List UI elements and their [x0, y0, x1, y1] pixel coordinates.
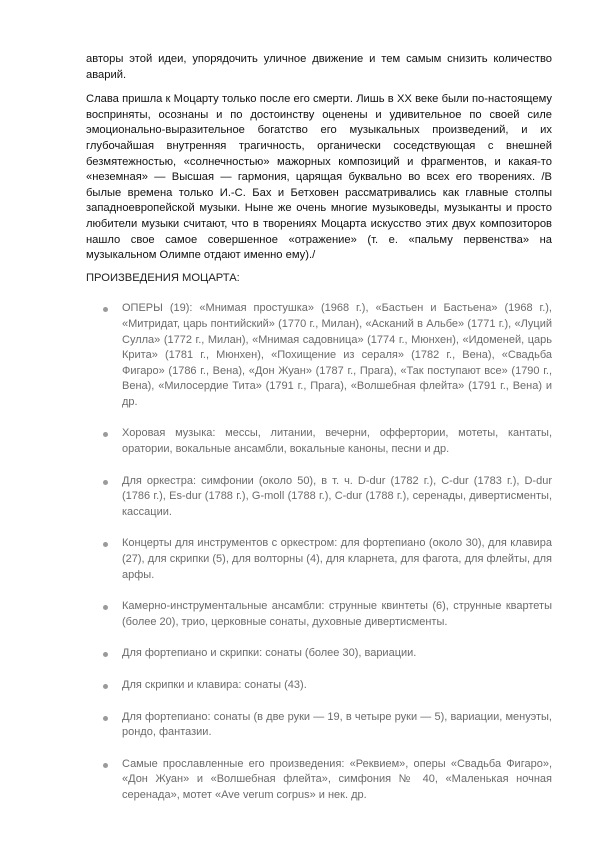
bullet-icon: [103, 307, 108, 312]
bullet-icon: [103, 684, 108, 689]
list-item-piano-violin: [86, 646, 552, 662]
works-list: [86, 301, 552, 803]
bullet-icon: [103, 716, 108, 721]
list-item-violin-clavier: [86, 678, 552, 694]
list-item-chamber: [86, 599, 552, 630]
document-page: [86, 52, 552, 820]
works-heading: ПРОИЗВЕДЕНИЯ МОЦАРТА:: [86, 271, 240, 284]
list-item-orchestra: [86, 474, 552, 521]
list-item-text: Камерно-инструментальные ансамбли: струнные квинтеты (6), струнные квартеты (более 20), трио, церковные сонаты, духовные дивертисменты.: [122, 600, 552, 628]
list-item-text: Хоровая музыка: мессы, литании, вечерни, оффертории, мотеты, кантаты, оратории, вокальные ансамбли, вокальные каноны, песни и др.: [122, 427, 552, 456]
list-item-text: Для фортепиано и скрипки: сонаты (более 30), вариации.: [122, 647, 417, 660]
bullet-icon: [103, 605, 108, 610]
bullet-icon: [103, 480, 108, 485]
list-item-choral: [86, 426, 552, 457]
bullet-icon: [103, 763, 108, 768]
paragraph-intro: авторы этой идеи, упорядочить уличное движение и тем самым снизить количество аварий.: [86, 53, 552, 81]
bullet-icon: [103, 542, 108, 547]
list-item-operas: [86, 301, 552, 410]
list-item-text: ОПЕРЫ (19): «Мнимая простушка» (1968 г.), «Бастьен и Бастьена» (1968 г.), «Митридат, царь понтийский» (1770 г., Милан), «Асканий в Альбе» (1771 г.), «Луций Сулла» (1772 г., Милан), «Мнимая садовница» (1774 г., Мюнхен), «Идоменей, царь Крита» (1781 г., Мюнхен), «Похищение из сераля» (1782 г., Вена), «Свадьба Фигаро» (1786 г., Вена), «Дон Жуан» (1787 г., Прага), «Так поступают все» (1790 г., Вена), «Милосердие Тита» (1791 г., Прага), «Волшебная флейта» (1791 г., Вена) и др.: [122, 302, 552, 408]
paragraph-fame: Слава пришла к Моцарту только после его смерти. Лишь в XX веке были по-настоящему восприняты, осознаны и по достоинству оценены и удивительное по своей силе эмоционально-выразительное богатство его музыкальных произведений, и их глубочайшая внутренняя трагичность, органически соседствующая с внешней безмятежностью, «солнечностью» мажорных композиций и фрагментов, и какая-то «неземная» — Высшая — гармония, царящая буквально во всех его творениях. /В былые времена только И.-С. Бах и Бетховен рассматривались как главные столпы западноевропейской музыки. Ныне же очень многие музыковеды, музыканты и просто любители музыки считают, что в творениях Моцарта искусство этих двух композиторов нашло свое самое совершенное «отражение» (т. е. «пальму первенства» на музыкальном Олимпе отдают именно ему)./: [86, 93, 552, 262]
bullet-icon: [103, 652, 108, 657]
list-item-text: Для фортепиано: сонаты (в две руки — 19, в четыре руки — 5), вариации, менуэты, рондо, фантазии.: [122, 710, 552, 739]
list-item-text: Для скрипки и клавира: сонаты (43).: [122, 679, 307, 691]
list-item-concertos: [86, 536, 552, 583]
list-item-text: Для оркестра: симфонии (около 50), в т. ч. D-dur (1782 г.), C-dur (1783 г.), D-dur (1786 г.), Es-dur (1788 г.), G-moll (1788 г.), C-dur (1788 г.), серенады, дивертисменты, кассации.: [122, 474, 552, 518]
list-item-famous: [86, 757, 552, 804]
list-item-piano: [86, 710, 552, 741]
list-item-text: Концерты для инструментов с оркестром: для фортепиано (около 30), для клавира (27), для скрипки (5), для волторны (4), для кларнета, для фагота, для флейты, для арфы.: [122, 537, 552, 581]
list-item-text: Самые прославленные его произведения: «Реквием», оперы «Свадьба Фигаро», «Дон Жуан» и «Волшебная флейта», симфония № 40, «Маленькая ночная серенада», мотет «Ave verum corpus» и нек. др.: [122, 757, 552, 801]
bullet-icon: [103, 432, 108, 437]
